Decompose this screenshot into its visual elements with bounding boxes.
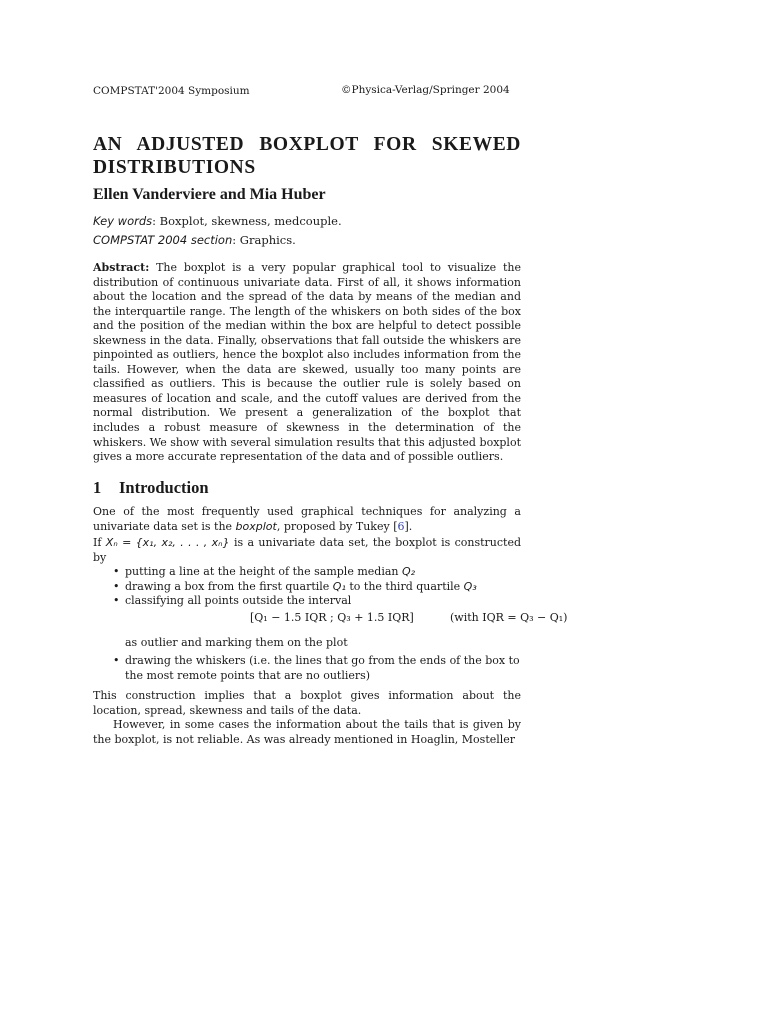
author-list: Ellen Vanderviere and Mia Huber <box>93 186 326 203</box>
iqr-definition: (with IQR = Q₃ − Q₁) <box>450 611 568 624</box>
formula-continuation: as outlier and marking them on the plot <box>125 636 348 649</box>
intro-paragraph-2 <box>93 536 521 565</box>
list-item <box>113 580 521 595</box>
intro-p1-text-2: , proposed by Tukey [ <box>276 519 398 533</box>
section-meta-value: Graphics. <box>239 233 296 247</box>
section-title: Introduction <box>119 478 209 497</box>
keywords: Key words: Boxplot, skewness, medcouple. <box>93 214 342 228</box>
section-meta-label: COMPSTAT 2004 section <box>93 233 233 247</box>
bullet-math: Q₁ <box>332 579 346 593</box>
intro-p1-text: One of the most frequently used graphical techniques for analyzing a univariate data set is the <box>93 505 521 533</box>
keywords-value: Boxplot, skewness, medcouple. <box>159 214 342 228</box>
keywords-label: Key words <box>93 214 153 228</box>
abstract <box>93 261 521 465</box>
bullet-text: classifying all points outside the interval <box>125 594 352 608</box>
bullet-text: drawing the whiskers (i.e. the lines that go from the ends of the box to the most remote points that are no outliers) <box>125 654 520 682</box>
interval-formula: [Q₁ − 1.5 IQR ; Q₃ + 1.5 IQR] <box>250 611 414 624</box>
section-number: 1 <box>93 478 102 497</box>
intro-p1-text-3: ]. <box>404 519 413 533</box>
bullet-math: Q₃ <box>463 579 477 593</box>
copyright-notice: ©Physica-Verlag/Springer 2004 <box>341 84 510 96</box>
bullet-text: putting a line at the height of the sample median <box>125 565 399 578</box>
abstract-label: Abstract: <box>93 261 150 274</box>
boxplot-term: boxplot <box>235 519 277 533</box>
paper-title-line-2: DISTRIBUTIONS <box>93 157 256 178</box>
section-meta: COMPSTAT 2004 section: Graphics. <box>93 233 296 247</box>
intro-paragraph-3: This construction implies that a boxplot gives information about the location, spread, skewness and tails of the data. <box>93 689 521 717</box>
bullet-text: to the third quartile <box>349 579 461 593</box>
list-item <box>113 654 521 683</box>
intro-p2-text: If <box>93 536 102 549</box>
intro-paragraph-4: However, in some cases the information about the tails that is given by the boxplot, is not reliable. As was already mentioned in Hoaglin, Mosteller <box>93 718 521 746</box>
paper-title-line-1: AN ADJUSTED BOXPLOT FOR SKEWED <box>93 134 521 155</box>
bullet-math: Q₂ <box>401 565 416 578</box>
intro-p2-text-2: is a univariate data set, the boxplot is constructed by <box>93 536 522 564</box>
bullet-text: drawing a box from the first quartile <box>125 579 330 593</box>
paper-title <box>93 133 521 179</box>
section-heading-introduction <box>93 478 209 498</box>
conference-name: COMPSTAT'2004 Symposium <box>93 85 250 97</box>
abstract-text: The boxplot is a very popular graphical tool to visualize the distribution of continuous univariate data. First of all, it shows information about the location and the spread of the data by means of the median and the interquartile range. The length of the whiskers on both sides of the box and the position of the median within the box are helpful to detect possible skewness in the data. Finally, observations that fall outside the whiskers are pinpointed as outliers, hence the boxplot also includes information from the tails. However, when the data are skewed, usually too many points are classified as outliers. This is because the outlier rule is solely based on measures of location and scale, and the cutoff values are derived from the normal distribution. We present a generalization of the boxplot that includes a robust measure of skewness in the determination of the whiskers. We show with several simulation results that this adjusted boxplot gives a more accurate representation of the data and of possible outliers. <box>93 261 521 464</box>
list-item <box>113 565 521 580</box>
citation-link[interactable]: 6 <box>397 519 405 533</box>
dataset-math: Xₙ = {x₁, x₂, . . . , xₙ} <box>105 536 230 549</box>
list-item <box>113 594 521 609</box>
intro-paragraph-1 <box>93 505 521 534</box>
